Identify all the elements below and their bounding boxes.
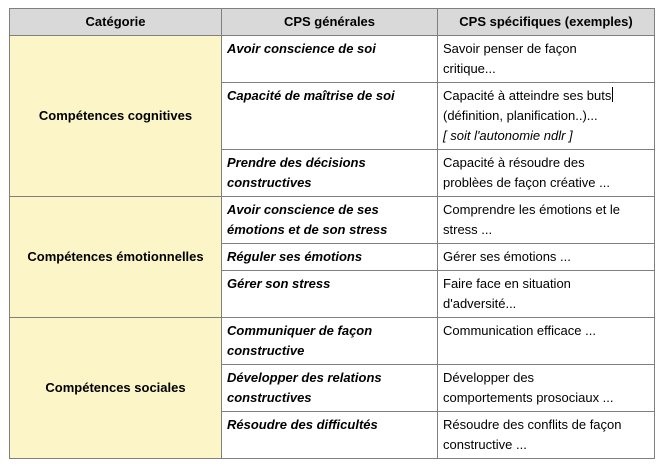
- specific-text: Gérer ses émotions ...: [443, 249, 571, 264]
- general-cell: [222, 244, 438, 271]
- specific-text: Comprendre les émotions et le: [443, 202, 621, 217]
- header-specific: CPS spécifiques (exemples): [438, 9, 655, 36]
- specific-text: (définition, planification..)...: [443, 108, 598, 123]
- general-text: constructives: [227, 390, 312, 405]
- specific-text: Résoudre des conflits de façon: [443, 417, 622, 432]
- specific-text: Capacité à résoudre des: [443, 155, 585, 170]
- category-cell: Compétences sociales: [10, 318, 222, 459]
- document-page: [9, 8, 655, 459]
- header-row: [10, 9, 655, 36]
- category-cell: Compétences cognitives: [10, 36, 222, 197]
- general-cell: [222, 318, 438, 365]
- general-cell: [222, 412, 438, 459]
- specific-cell: [438, 36, 655, 83]
- specific-cell: [438, 150, 655, 197]
- specific-cell: [438, 271, 655, 318]
- general-text: Gérer son stress: [227, 276, 331, 291]
- specific-text: critique...: [443, 61, 496, 76]
- specific-text: Développer des: [443, 370, 535, 385]
- general-text: constructives: [227, 175, 312, 190]
- table-row: [10, 197, 655, 244]
- specific-line-with-caret: [443, 86, 649, 106]
- cps-table: [9, 8, 655, 459]
- general-text: Communiquer de façon: [227, 323, 373, 338]
- general-text: Réguler ses émotions: [227, 249, 363, 264]
- specific-text: constructive ...: [443, 437, 527, 452]
- general-cell: [222, 365, 438, 412]
- specific-text: problèes de façon créative ...: [443, 175, 610, 190]
- specific-cell: [438, 83, 655, 150]
- general-cell: [222, 83, 438, 150]
- category-cell: Compétences émotionnelles: [10, 197, 222, 318]
- specific-cell: [438, 197, 655, 244]
- specific-cell: [438, 412, 655, 459]
- specific-text: Communication efficace ...: [443, 323, 596, 338]
- general-text: Capacité de maîtrise de soi: [227, 88, 395, 103]
- header-general: CPS générales: [222, 9, 438, 36]
- general-text: Résoudre des difficultés: [227, 417, 378, 432]
- general-text: Avoir conscience de ses: [227, 202, 379, 217]
- general-text: émotions et de son stress: [227, 222, 388, 237]
- general-text: Prendre des décisions: [227, 155, 366, 170]
- specific-cell: [438, 244, 655, 271]
- specific-text: Capacité à atteindre ses buts: [443, 88, 612, 103]
- header-category: Catégorie: [10, 9, 222, 36]
- specific-cell: [438, 318, 655, 365]
- specific-text: Faire face en situation: [443, 276, 571, 291]
- text-cursor-icon: [612, 87, 613, 102]
- table-row: [10, 36, 655, 83]
- general-cell: [222, 197, 438, 244]
- general-cell: [222, 150, 438, 197]
- general-text: Avoir conscience de soi: [227, 41, 376, 56]
- specific-text: d'adversité...: [443, 296, 517, 311]
- specific-cell: [438, 365, 655, 412]
- general-text: Développer des relations: [227, 370, 382, 385]
- specific-text: Savoir penser de façon: [443, 41, 577, 56]
- general-cell: [222, 271, 438, 318]
- specific-note: [ soit l'autonomie ndlr ]: [443, 128, 573, 143]
- specific-text: stress ...: [443, 222, 493, 237]
- general-cell: [222, 36, 438, 83]
- general-text: constructive: [227, 343, 305, 358]
- specific-text: comportements prosociaux ...: [443, 390, 614, 405]
- table-row: [10, 318, 655, 365]
